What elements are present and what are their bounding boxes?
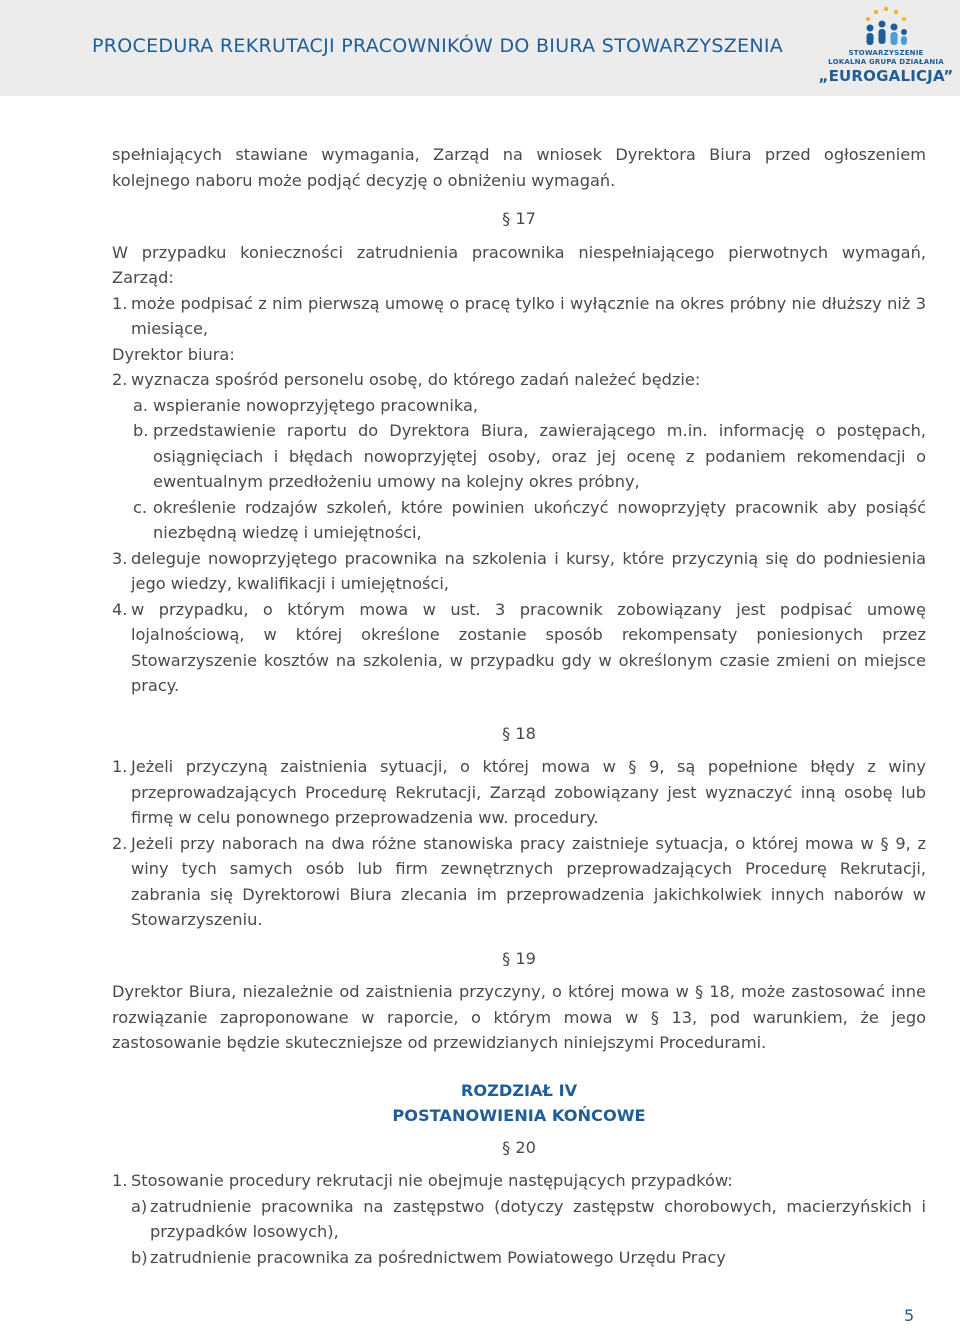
- item-text: wyznacza spośród personelu osobę, do którego zadań należeć będzie:: [131, 370, 701, 389]
- section-20-item-a: [112, 1194, 926, 1245]
- item-number: 4.: [112, 599, 128, 619]
- section-18-heading: § 18: [502, 723, 536, 743]
- organization-logo: [818, 4, 954, 92]
- item-number: 3.: [112, 548, 128, 568]
- section-17-item-2: [112, 367, 926, 393]
- item-number: 1.: [112, 757, 128, 776]
- document-body: [112, 142, 926, 1270]
- item-text: Jeżeli przy naborach na dwa różne stanowiska pracy zaistnieje sytuacja, o której mowa w § 9, z winy tych samych osób lub firm zewnętrznych przeprowadzających Procedurę Rekrutacji, zabrania się Dyrektorowi Biura zlecania im przeprowadzenia jakichkolwiek innych naborów w Stowarzyszeniu.: [131, 833, 926, 929]
- section-17-item-2c: [112, 495, 926, 546]
- section-18-item-2: [112, 831, 926, 933]
- item-text: może podpisać z nim pierwszą umowę o pracę tylko i wyłącznie na okres próbny nie dłuższy niż 3 miesiące,: [131, 293, 926, 338]
- item-letter: b.: [133, 421, 149, 440]
- item-number: 2.: [112, 370, 128, 389]
- section-17-item-2b: [112, 418, 926, 495]
- item-letter: a): [131, 1196, 148, 1216]
- item-text: w przypadku, o którym mowa w ust. 3 pracownik zobowiązany jest podpisać umowę lojalnościową, w której określone zostanie sposób rekompensaty poniesionych przez Stowarzyszenie kosztów na szkolenia, w przypadku gdy w określonym czasie zmieni on miejsce pracy.: [131, 599, 926, 695]
- item-text: wspieranie nowoprzyjętego pracownika,: [153, 395, 479, 415]
- item-text: określenie rodzajów szkoleń, które powinien ukończyć nowoprzyjęty pracownik aby posiąść niezbędną wiedzę i umiejętności,: [153, 497, 926, 542]
- item-number: 1.: [112, 293, 128, 313]
- item-text: zatrudnienie pracownika za pośrednictwem Powiatowego Urzędu Pracy: [150, 1247, 726, 1267]
- section-19-heading: § 19: [502, 948, 536, 968]
- chapter-number: ROZDZIAŁ IV: [460, 1080, 578, 1100]
- section-17-item-3: [112, 546, 926, 597]
- document-title: PROCEDURA REKRUTACJI PRACOWNIKÓW DO BIURA STOWARZYSZENIA: [92, 35, 784, 57]
- section-20-item-b: [112, 1245, 926, 1271]
- item-text: przedstawienie raportu do Dyrektora Biura, zawierającego m.in. informację o postępach, osiągnięciach i błędach nowoprzyjętej osoby, oraz jej ocenę z podaniem rekomendacji o ewentualnym przedłożeniu umowy na kolejny okres próbny,: [153, 421, 926, 491]
- spacer: [112, 1056, 926, 1078]
- section-17-lead-2: Dyrektor biura:: [112, 344, 235, 364]
- logo-line-2: LOKALNA GRUPA DZIAŁANIA: [828, 58, 944, 66]
- item-text: Jeżeli przyczyną zaistnienia sytuacji, o której mowa w § 9, są popełnione błędy z winy przeprowadzających Procedurę Rekrutacji, Zarząd zobowiązany jest wyznaczyć inną osobę lub firmę w celu ponownego przeprowadzenia ww. procedury.: [131, 757, 926, 827]
- item-letter: c.: [133, 497, 148, 517]
- item-number: 1.: [112, 1171, 128, 1190]
- item-text: Stosowanie procedury rekrutacji nie obejmuje następujących przypadków:: [131, 1171, 733, 1190]
- item-letter: b): [131, 1247, 148, 1267]
- section-18-item-1: [112, 754, 926, 831]
- logo-line-1: STOWARZYSZENIE: [848, 49, 924, 57]
- section-17-heading: § 17: [502, 209, 536, 228]
- item-text: zatrudnienie pracownika na zastępstwo (dotyczy zastępstw chorobowych, macierzyńskich i przypadków losowych),: [150, 1196, 926, 1241]
- item-text: deleguje nowoprzyjętego pracownika na szkolenia i kursy, które przyczynią się do podniesienia jego wiedzy, kwalifikacji i umiejętności,: [131, 548, 926, 593]
- item-letter: a.: [133, 395, 149, 415]
- page-header: [0, 0, 960, 96]
- section-17-item-1: [112, 291, 926, 342]
- chapter-title: POSTANOWIENIA KOŃCOWE: [392, 1106, 646, 1125]
- section-17-lead: W przypadku konieczności zatrudnienia pracownika niespełniającego pierwotnych wymagań, Zarząd:: [112, 242, 926, 287]
- section-17-item-4: [112, 597, 926, 699]
- section-17-item-2a: [112, 393, 926, 419]
- section-20-item-1: [112, 1168, 926, 1194]
- item-number: 2.: [112, 833, 128, 853]
- page-number: 5: [904, 1306, 915, 1325]
- people-stars-logo-icon: [818, 4, 954, 50]
- section-20-heading: § 20: [502, 1137, 536, 1157]
- section-19-text: Dyrektor Biura, niezależnie od zaistnienia przyczyny, o której mowa w § 18, może zastosować inne rozwiązanie zaproponowane w raporcie, o którym mowa w § 13, pod warunkiem, że jego zastosowanie będzie skuteczniejsze od przewidzianych niniejszymi Procedurami.: [112, 982, 926, 1052]
- logo-name: „EUROGALICJA”: [818, 67, 954, 85]
- intro-paragraph: spełniających stawiane wymagania, Zarząd na wniosek Dyrektora Biura przed ogłoszeniem kolejnego naboru może podjąć decyzję o obniżeniu wymagań.: [112, 145, 926, 190]
